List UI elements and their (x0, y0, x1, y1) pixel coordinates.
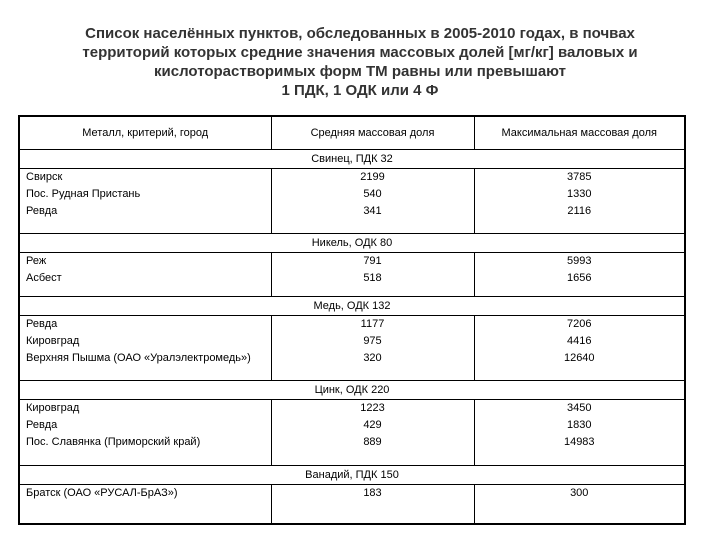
avg-cell (271, 253, 474, 297)
max-value: 1656 (567, 272, 592, 285)
avg-value: 320 (363, 352, 382, 365)
city-name: Верхняя Пышма (ОАО «Уралэлектромедь») (26, 352, 251, 365)
avg-cell (271, 316, 474, 381)
city-name: Свирск (26, 171, 63, 184)
title-line: 1 ПДК, 1 ОДК или 4 Ф (281, 82, 439, 99)
group-header-row (19, 150, 685, 169)
avg-value: 1177 (360, 318, 385, 331)
avg-cell (271, 484, 474, 524)
max-value: 2116 (567, 205, 592, 218)
group-label: Никель, ОДК 80 (19, 234, 685, 253)
header-avg: Средняя массовая доля (271, 116, 474, 150)
city-name: Кировград (26, 335, 80, 348)
title-line: Список населённых пунктов, обследованных в 2005-2010 годах, в почвах (85, 25, 635, 42)
table-row (19, 484, 685, 524)
max-value: 7206 (567, 318, 592, 331)
title-line: кислоторастворимых форм ТМ равны или превышают (154, 63, 566, 80)
avg-value: 889 (363, 436, 382, 449)
table-row (19, 400, 685, 465)
avg-value: 791 (363, 255, 382, 268)
group-label: Ванадий, ПДК 150 (19, 465, 685, 484)
city-cell (19, 253, 271, 297)
city-cell (19, 316, 271, 381)
city-cell (19, 484, 271, 524)
avg-value: 429 (363, 419, 382, 432)
avg-value: 1223 (360, 402, 385, 415)
group-header-row (19, 234, 685, 253)
max-value: 3785 (567, 171, 592, 184)
max-value: 12640 (563, 352, 595, 365)
city-name: Ревда (26, 419, 58, 432)
header-max: Максимальная массовая доля (474, 116, 685, 150)
table-row (19, 316, 685, 381)
table-row (19, 253, 685, 297)
max-value: 5993 (567, 255, 592, 268)
group-label: Свинец, ПДК 32 (19, 150, 685, 169)
avg-value: 975 (363, 335, 382, 348)
table-row (19, 169, 685, 234)
city-name: Асбест (26, 272, 62, 285)
document-title (40, 24, 680, 100)
avg-cell (271, 400, 474, 465)
city-name: Кировград (26, 402, 80, 415)
max-value: 1330 (567, 188, 592, 201)
group-header-row (19, 381, 685, 400)
header-city: Металл, критерий, город (19, 116, 271, 150)
max-value: 300 (570, 486, 589, 499)
avg-value: 518 (363, 272, 382, 285)
max-value: 14983 (563, 436, 595, 449)
header-row (19, 116, 685, 150)
max-cell (474, 484, 685, 524)
city-name: Пос. Рудная Пристань (26, 188, 141, 201)
table-body (19, 150, 685, 524)
city-name: Братск (ОАО «РУСАЛ-БрАЗ») (26, 486, 178, 499)
max-cell (474, 253, 685, 297)
max-cell (474, 169, 685, 234)
max-cell (474, 316, 685, 381)
city-name: Реж (26, 255, 47, 268)
city-name: Пос. Славянка (Приморский край) (26, 436, 201, 449)
title-line: территорий которых средние значения массовых долей [мг/кг] валовых и (82, 44, 638, 61)
max-value: 1830 (567, 419, 592, 432)
max-value: 3450 (567, 402, 592, 415)
group-header-row (19, 297, 685, 316)
avg-cell (271, 169, 474, 234)
metals-table (18, 115, 686, 525)
city-cell (19, 169, 271, 234)
city-name: Ревда (26, 318, 58, 331)
max-cell (474, 400, 685, 465)
group-label: Цинк, ОДК 220 (19, 381, 685, 400)
city-name: Ревда (26, 205, 58, 218)
avg-value: 2199 (360, 171, 385, 184)
city-cell (19, 400, 271, 465)
group-label: Медь, ОДК 132 (19, 297, 685, 316)
avg-value: 183 (363, 486, 382, 499)
avg-value: 540 (363, 188, 382, 201)
group-header-row (19, 465, 685, 484)
avg-value: 341 (363, 205, 382, 218)
max-value: 4416 (567, 335, 592, 348)
